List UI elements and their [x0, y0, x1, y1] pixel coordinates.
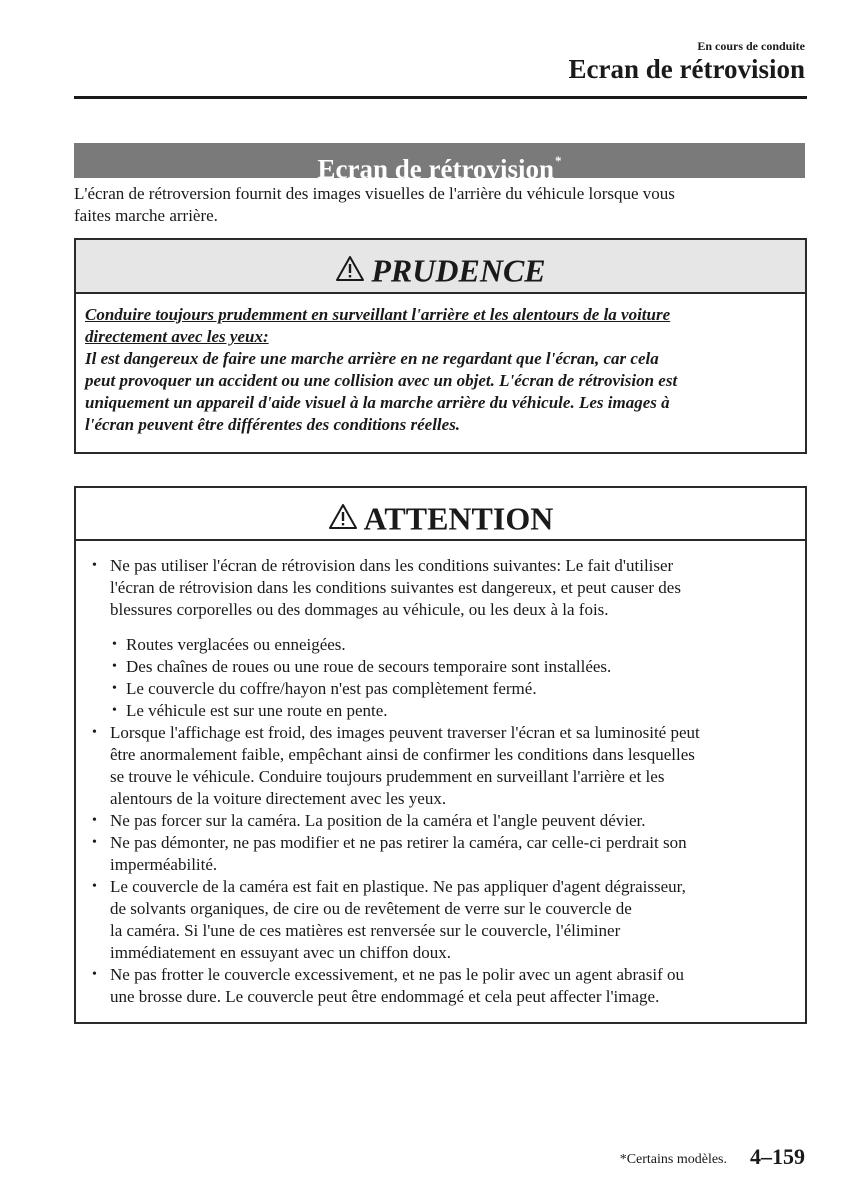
list-item-line: de solvants organiques, de cire ou de revêtement de verre sur le couvercle de: [110, 899, 632, 918]
list-item-line: l'écran de rétrovision dans les conditions suivantes est dangereux, et peut causer des: [110, 578, 681, 597]
prudence-box: [74, 238, 807, 454]
sub-list-item-text: Le couvercle du coffre/hayon n'est pas complètement fermé.: [126, 679, 537, 698]
list-item-line: la caméra. Si l'une de ces matières est renversée sur le couvercle, l'éliminer: [110, 921, 621, 940]
bullet: •: [112, 659, 117, 674]
section-title: Ecran de rétrovision: [317, 154, 554, 184]
attention-box: [74, 486, 807, 1024]
bullet: •: [92, 558, 97, 573]
list-item-line: Lorsque l'affichage est froid, des images peuvent traverser l'écran et sa luminosité peut: [110, 723, 700, 742]
header-divider: [74, 96, 807, 99]
list-item-line: une brosse dure. Le couvercle peut être endommagé et cela peut affecter l'image.: [110, 987, 660, 1006]
prudence-title: PRUDENCE: [371, 252, 546, 289]
list-item-line: Ne pas frotter le couvercle excessivement, et ne pas le polir avec un agent abrasif ou: [110, 965, 684, 984]
sub-list-item-text: Le véhicule est sur une route en pente.: [126, 701, 388, 720]
list-item-line: blessures corporelles ou des dommages au véhicule, ou les deux à la fois.: [110, 600, 609, 619]
list-item: [90, 832, 797, 876]
list-item-line: Ne pas utiliser l'écran de rétrovision dans les conditions suivantes: Le fait d'utiliser: [110, 556, 674, 575]
bullet: •: [92, 813, 97, 828]
sub-list-item-text: Des chaînes de roues ou une roue de secours temporaire sont installées.: [126, 657, 612, 676]
page-number: 4–159: [750, 1144, 805, 1169]
prudence-underlined-line: Conduire toujours prudemment en surveillant l'arrière et les alentours de la voiture: [85, 305, 671, 324]
bullet: •: [92, 725, 97, 740]
warning-triangle-icon: [328, 492, 358, 546]
list-item: [90, 722, 797, 810]
prudence-body: [76, 294, 805, 436]
list-item-line: se trouve le véhicule. Conduire toujours prudemment en surveillant l'arrière et les: [110, 767, 665, 786]
prudence-header: [76, 240, 805, 294]
intro-paragraph: [74, 183, 805, 227]
sub-list-item-text: Routes verglacées ou enneigées.: [126, 635, 346, 654]
attention-header: [76, 488, 805, 541]
sub-list-item: [90, 678, 797, 700]
bullet: •: [112, 703, 117, 718]
section-title-marker: *: [554, 153, 562, 168]
bullet: •: [92, 967, 97, 982]
intro-line: L'écran de rétroversion fournit des images visuelles de l'arrière du véhicule lorsque vous: [74, 184, 675, 203]
bullet: •: [92, 835, 97, 850]
intro-line: faites marche arrière.: [74, 206, 218, 225]
prudence-underlined-line: directement avec les yeux:: [85, 327, 269, 346]
list-item: [90, 876, 797, 964]
list-item-line: immédiatement en essuyant avec un chiffon doux.: [110, 943, 452, 962]
prudence-line: l'écran peuvent être différentes des conditions réelles.: [85, 415, 461, 434]
attention-list: [76, 541, 805, 1008]
sub-list-item: [90, 700, 797, 722]
running-header-title: Ecran de rétrovision: [568, 54, 805, 84]
footnote: *Certains modèles.: [619, 1152, 727, 1167]
warning-triangle-icon: [335, 244, 365, 298]
prudence-line: uniquement un appareil d'aide visuel à la marche arrière du véhicule. Les images à: [85, 393, 670, 412]
bullet: •: [112, 637, 117, 652]
list-item-line: imperméabilité.: [110, 855, 218, 874]
list-item-line: Ne pas forcer sur la caméra. La position de la caméra et l'angle peuvent dévier.: [110, 811, 646, 830]
list-item-line: Le couvercle de la caméra est fait en plastique. Ne pas appliquer d'agent dégraisseur,: [110, 877, 686, 896]
sub-list-item: [90, 656, 797, 678]
list-item: [90, 555, 797, 621]
running-header-section: En cours de conduite: [697, 39, 805, 53]
attention-title: ATTENTION: [363, 500, 554, 537]
prudence-line: Il est dangereux de faire une marche arrière en ne regardant que l'écran, car cela: [85, 349, 659, 368]
bullet: •: [92, 879, 97, 894]
prudence-line: peut provoquer un accident ou une collision avec un objet. L'écran de rétrovision est: [85, 371, 678, 390]
section-title-bar: [74, 143, 805, 184]
sub-list-item: [90, 634, 797, 656]
list-item: [90, 964, 797, 1008]
list-item-line: Ne pas démonter, ne pas modifier et ne pas retirer la caméra, car celle-ci perdrait son: [110, 833, 687, 852]
list-item-line: être anormalement faible, empêchant ainsi de confirmer les conditions dans lesquelles: [110, 745, 695, 764]
bullet: •: [112, 681, 117, 696]
list-item: [90, 810, 797, 832]
list-item-line: alentours de la voiture directement avec les yeux.: [110, 789, 447, 808]
